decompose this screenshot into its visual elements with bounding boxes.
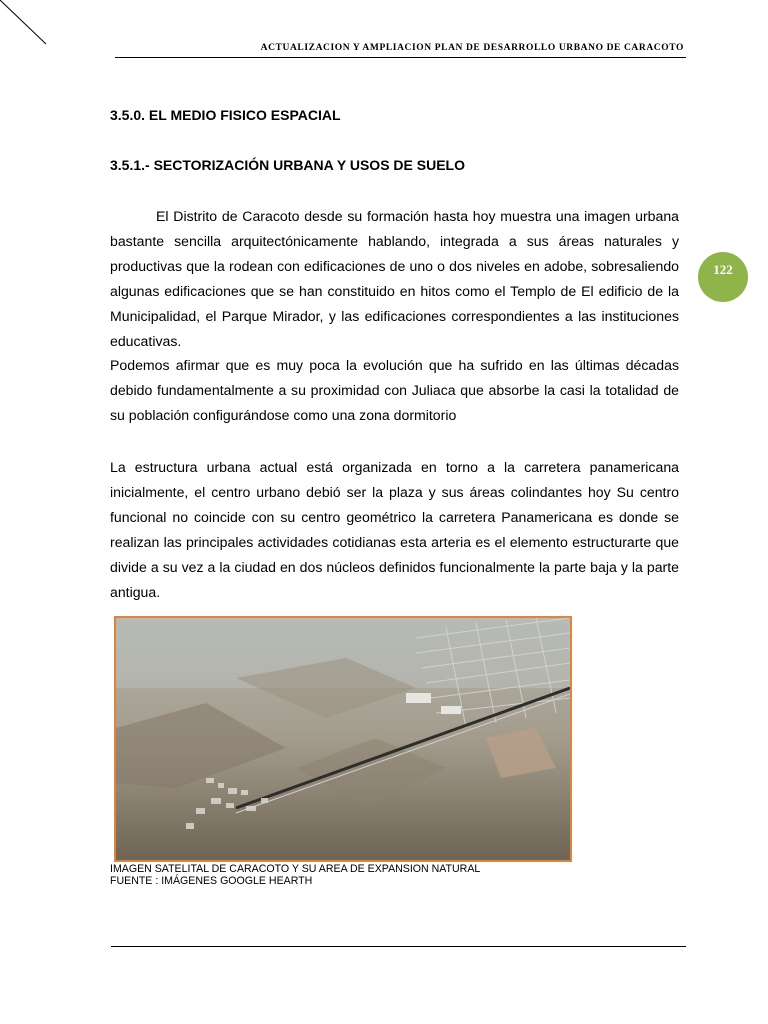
satellite-photo-icon bbox=[116, 618, 570, 860]
running-header: ACTUALIZACION Y AMPLIACION PLAN DE DESARROLLO URBANO DE CARACOTO bbox=[260, 43, 684, 53]
footer-rule bbox=[111, 946, 686, 947]
satellite-image bbox=[114, 616, 572, 862]
figure-caption bbox=[110, 863, 480, 887]
section-heading: 3.5.0. EL MEDIO FISICO ESPACIAL bbox=[110, 107, 341, 123]
page-number-badge: 122 bbox=[698, 252, 748, 302]
paragraph-3: La estructura urbana actual está organizada en torno a la carretera panamericana inicialmente, el centro urbano debió ser la plaza y sus áreas colindantes hoy Su centro funcional no coincide con su centro geométrico la carretera Panamericana es donde se realizan las principales actividades cotidianas esta arteria es el elemento estructurarte que divide a su vez a la ciudad en dos núcleos definidos funcionalmente la parte baja y la parte antigua. bbox=[110, 459, 679, 600]
caption-title: IMAGEN SATELITAL DE CARACOTO Y SU AREA DE EXPANSION NATURAL bbox=[110, 863, 481, 875]
caption-source: FUENTE : IMÁGENES GOOGLE HEARTH bbox=[110, 875, 313, 887]
header-rule bbox=[115, 57, 686, 58]
paragraph-2: Podemos afirmar que es muy poca la evolución que ha sufrido en las últimas décadas debido fundamentalmente a su proximidad con Juliaca que absorbe la casi la totalidad de su población configurándose como una zona dormitorio bbox=[110, 357, 679, 423]
paragraph-1: El Distrito de Caracoto desde su formación hasta hoy muestra una imagen urbana bastante sencilla arquitectónicamente hablando, integrada a sus áreas naturales y productivas que la rodean con edificaciones de uno o dos niveles en adobe, sobresaliendo algunas edificaciones que se han constituido en hitos como el Templo de El edificio de la Municipalidad, el Parque Mirador, y las edificaciones correspondientes a las instituciones educativas. bbox=[110, 208, 679, 349]
subsection-heading: 3.5.1.- SECTORIZACIÓN URBANA Y USOS DE SUELO bbox=[110, 157, 465, 173]
corner-fold-mark bbox=[0, 0, 60, 60]
